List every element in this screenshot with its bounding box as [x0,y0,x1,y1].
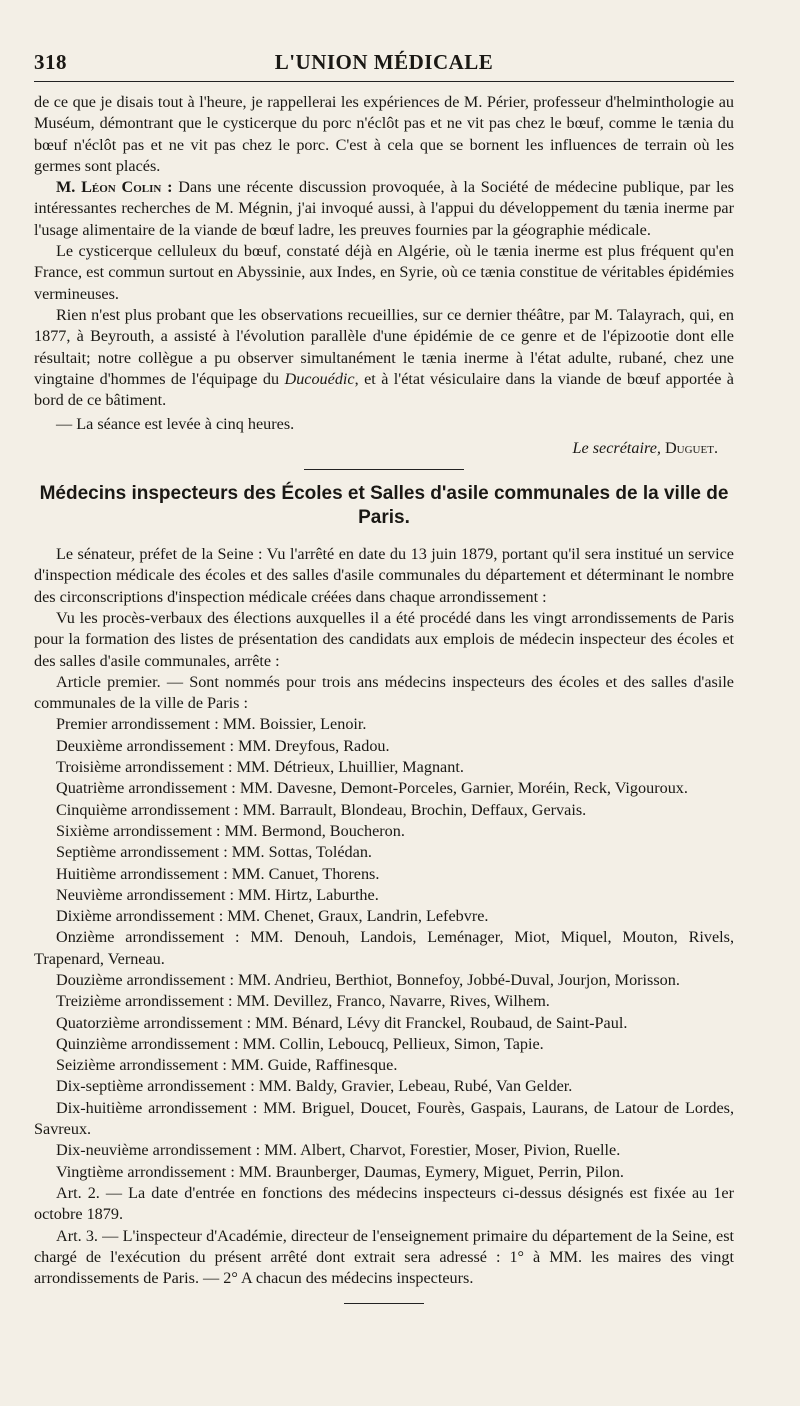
list-item: Huitième arrondissement : MM. Canuet, Thorens. [56,864,380,883]
list-item: Onzième arrondissement : MM. Denouh, Landois, Leménager, Miot, Miquel, Mouton, Rivels, Trapenard, Verneau. [34,928,734,968]
running-title: L'UNION MÉDICALE [274,50,494,74]
paragraph-talayrach [34,305,734,411]
talayrach-text-after: , et à l'état vésiculaire dans la viande de bœuf apportée à bord de ce bâtiment. [34,369,734,410]
list-item: Dix-huitième arrondissement : MM. Briguel, Doucet, Fourès, Gaspais, Laurans, de Latour de Lordes, Savreux. [34,1098,734,1139]
list-item: Cinquième arrondissement : MM. Barrault, Blondeau, Brochin, Deffaux, Gervais. [56,800,587,819]
list-item: Vingtième arrondissement : MM. Braunberger, Daumas, Eymery, Miguet, Perrin, Pilon. [56,1162,624,1181]
arrondissement-list [34,714,734,1183]
list-item: Douzième arrondissement : MM. Andrieu, Berthiot, Bonnefoy, Jobbé-Duval, Jourjon, Morisson. [56,970,680,989]
list-item: Quatorzième arrondissement : MM. Bénard, Lévy dit Franckel, Roubaud, de Saint-Paul. [56,1013,628,1032]
paragraph-colin [34,177,734,241]
list-item: Deuxième arrondissement : MM. Dreyfous, Radou. [56,736,390,755]
decree-considering: Vu les procès-verbaux des élections auxquelles il a été procédé dans les vingt arrondissements de Paris pour la formation des listes de présentation des candidats aux emplois de médecin inspecteur des écoles et des salles d'asile communales, arrête : [34,608,734,670]
list-item: Quinzième arrondissement : MM. Collin, Leboucq, Pellieux, Simon, Tapie. [56,1034,544,1053]
talayrach-text-before: Rien n'est plus probant que les observations recueillies, sur ce dernier théâtre, par M. Talayrach, qui, en 1877, à Beyrouth, a assisté à l'évolution parallèle d'une épidémie de ce genre et de l'épizootie dont elle résultait; notre collègue a pu observer simultanément le tænia inerme à l'état adulte, rubané, chez une vingtaine d'hommes de l'équipage du [34,305,734,388]
list-item: Neuvième arrondissement : MM. Hirtz, Laburthe. [56,885,379,904]
section-title: Médecins inspecteurs des Écoles et Salles d'asile communales de la ville de Paris. [39,483,729,529]
list-item: Dix-neuvième arrondissement : MM. Albert, Charvot, Forestier, Moser, Pivion, Ruelle. [56,1141,621,1160]
list-item: Seizième arrondissement : MM. Guide, Raffinesque. [56,1056,398,1075]
list-item: Septième arrondissement : MM. Sottas, Tolédan. [56,843,372,862]
section-divider [304,469,464,470]
speaker-name: M. Léon Colin : [56,178,173,197]
list-item: Dixième arrondissement : MM. Chenet, Graux, Landrin, Lefebvre. [56,907,489,926]
end-rule [344,1303,424,1304]
paragraph-cysticerque: Le cysticerque celluleux du bœuf, constaté déjà en Algérie, où le tænia inerme est plus fréquent qu'en France, est commun surtout en Abyssinie, aux Indes, en Syrie, où ce tænia constitue de véritables épidémies vermineuses. [34,242,734,303]
decree-article-2: Art. 2. — La date d'entrée en fonctions des médecins inspecteurs ci-dessus désignés est fixée au 1er octobre 1879. [34,1183,734,1224]
speaker-text: Dans une récente discussion provoquée, à la Société de médecine publique, par les intéressantes recherches de M. Mégnin, j'ai invoqué aussi, à l'appui du développement du tænia inerme par l'usage alimentaire de la viande de bœuf ladre, les preuves fournies par la géographie médicale. [34,178,734,239]
session-closing: — La séance est levée à cinq heures. [56,415,295,434]
list-item: Sixième arrondissement : MM. Bermond, Boucheron. [56,821,405,840]
decree-article-3: Art. 3. — L'inspecteur d'Académie, directeur de l'enseignement primaire du département de la Seine, est chargé de l'exécution du présent arrêté dont extrait sera adressé : 1° à MM. les maires des vingt arrondissements de Paris. — 2° A chacun des médecins inspecteurs. [34,1226,734,1288]
paragraph-continuation: de ce que je disais tout à l'heure, je rappellerai les expériences de M. Périer, professeur d'helminthologie au Muséum, démontrant que le cysticerque du porc n'éclôt pas et ne vit pas chez le bœuf, comme le tænia du bœuf n'éclôt pas et ne vit pas chez le porc. C'est à cela que se bornent les influences de terrain où les germes sont placés. [34,93,734,175]
article-body [34,92,734,1304]
ship-name: Ducouédic [284,369,355,388]
signature-role: Le secrétaire, [572,438,661,457]
list-item: Dix-septième arrondissement : MM. Baldy, Gravier, Lebeau, Rubé, Van Gelder. [56,1077,573,1096]
decree-article-1: Article premier. — Sont nommés pour trois ans médecins inspecteurs des écoles et des salles d'asile communales de la ville de Paris : [34,672,734,713]
page-number: 318 [34,50,67,74]
list-item: Quatrième arrondissement : MM. Davesne, Demont-Porceles, Garnier, Moréin, Reck, Vigouroux. [56,779,688,798]
decree-preamble: Le sénateur, préfet de la Seine : Vu l'arrêté en date du 13 juin 1879, portant qu'il sera institué un service d'inspection médicale des écoles et des salles d'asile communales du département et déterminant le nombre des circonscriptions d'inspection médicale créées dans chaque arrondissement : [34,545,734,606]
list-item: Premier arrondissement : MM. Boissier, Lenoir. [56,715,367,734]
list-item: Treizième arrondissement : MM. Devillez, Franco, Navarre, Rives, Wilhem. [56,992,550,1011]
list-item: Troisième arrondissement : MM. Détrieux, Lhuillier, Magnant. [56,758,464,777]
signature [34,438,734,459]
signature-name: Duguet. [664,438,718,457]
page-header [34,50,734,82]
